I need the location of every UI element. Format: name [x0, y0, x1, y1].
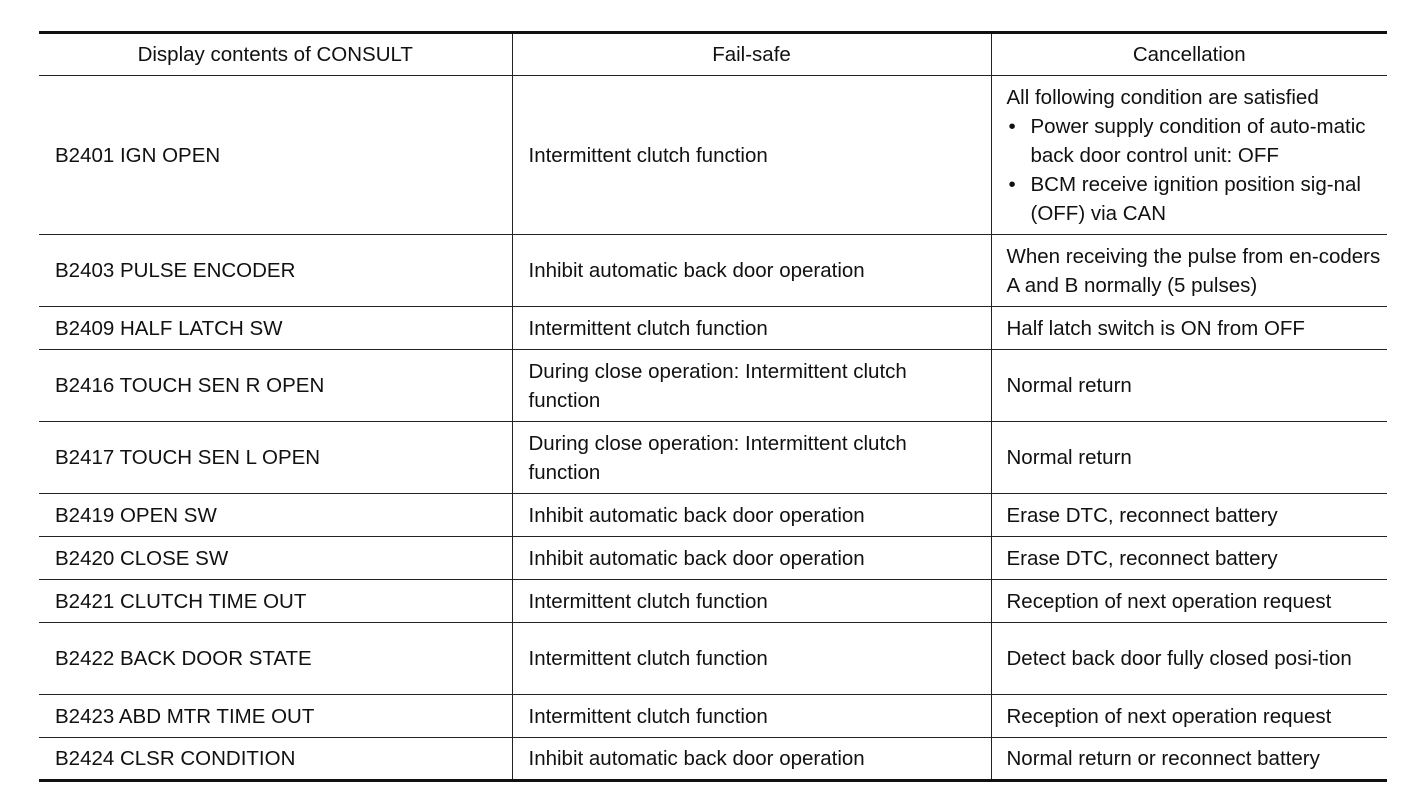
failsafe-cell: During close operation: Intermittent clutch function — [512, 350, 991, 422]
display-cell: B2420 CLOSE SW — [39, 537, 512, 580]
table-row — [39, 537, 1387, 580]
table-row — [39, 580, 1387, 623]
cancellation-bullet-list — [1007, 112, 1384, 228]
cancellation-cell: Normal return — [991, 350, 1387, 422]
table-row — [39, 235, 1387, 307]
display-cell: B2422 BACK DOOR STATE — [39, 623, 512, 695]
failsafe-cell: Inhibit automatic back door operation — [512, 537, 991, 580]
bullet-item: • BCM receive ignition position sig-nal (OFF) via CAN — [1007, 170, 1384, 228]
table-row — [39, 494, 1387, 537]
cancellation-cell: Reception of next operation request — [991, 695, 1387, 738]
fail-safe-table — [39, 31, 1387, 782]
display-cell: B2403 PULSE ENCODER — [39, 235, 512, 307]
display-cell: B2409 HALF LATCH SW — [39, 307, 512, 350]
cancellation-cell: Reception of next operation request — [991, 580, 1387, 623]
cancellation-cell: Normal return or reconnect battery — [991, 738, 1387, 781]
bullet-item: • Power supply condition of auto-matic back door control unit: OFF — [1007, 112, 1384, 170]
cancellation-cell: Erase DTC, reconnect battery — [991, 537, 1387, 580]
cancellation-cell: Half latch switch is ON from OFF — [991, 307, 1387, 350]
display-cell: B2401 IGN OPEN — [39, 76, 512, 235]
table-row — [39, 738, 1387, 781]
header-fail-safe: Fail-safe — [512, 33, 991, 76]
table-header — [39, 33, 1387, 76]
header-row — [39, 33, 1387, 76]
header-cancellation: Cancellation — [991, 33, 1387, 76]
failsafe-cell: Intermittent clutch function — [512, 623, 991, 695]
table-row — [39, 307, 1387, 350]
cancellation-cell: Erase DTC, reconnect battery — [991, 494, 1387, 537]
cancellation-cell — [991, 76, 1387, 235]
failsafe-cell: Inhibit automatic back door operation — [512, 235, 991, 307]
display-cell: B2417 TOUCH SEN L OPEN — [39, 422, 512, 494]
display-cell: B2421 CLUTCH TIME OUT — [39, 580, 512, 623]
display-cell: B2416 TOUCH SEN R OPEN — [39, 350, 512, 422]
table-row — [39, 695, 1387, 738]
failsafe-cell: Intermittent clutch function — [512, 76, 991, 235]
failsafe-cell: Intermittent clutch function — [512, 307, 991, 350]
table-row — [39, 623, 1387, 695]
table-row — [39, 422, 1387, 494]
failsafe-cell: During close operation: Intermittent clutch function — [512, 422, 991, 494]
header-display-contents: Display contents of CONSULT — [39, 33, 512, 76]
table-body — [39, 76, 1387, 781]
table-row — [39, 76, 1387, 235]
display-cell: B2423 ABD MTR TIME OUT — [39, 695, 512, 738]
failsafe-cell: Intermittent clutch function — [512, 580, 991, 623]
table-row — [39, 350, 1387, 422]
failsafe-cell: Inhibit automatic back door operation — [512, 494, 991, 537]
failsafe-cell: Inhibit automatic back door operation — [512, 738, 991, 781]
display-cell: B2424 CLSR CONDITION — [39, 738, 512, 781]
cancellation-cell: Detect back door fully closed posi-tion — [991, 623, 1387, 695]
display-cell: B2419 OPEN SW — [39, 494, 512, 537]
cancellation-cell: Normal return — [991, 422, 1387, 494]
cancellation-cell: When receiving the pulse from en-coders A and B normally (5 pulses) — [991, 235, 1387, 307]
cancellation-intro: All following condition are satisfied — [1006, 85, 1319, 109]
failsafe-cell: Intermittent clutch function — [512, 695, 991, 738]
